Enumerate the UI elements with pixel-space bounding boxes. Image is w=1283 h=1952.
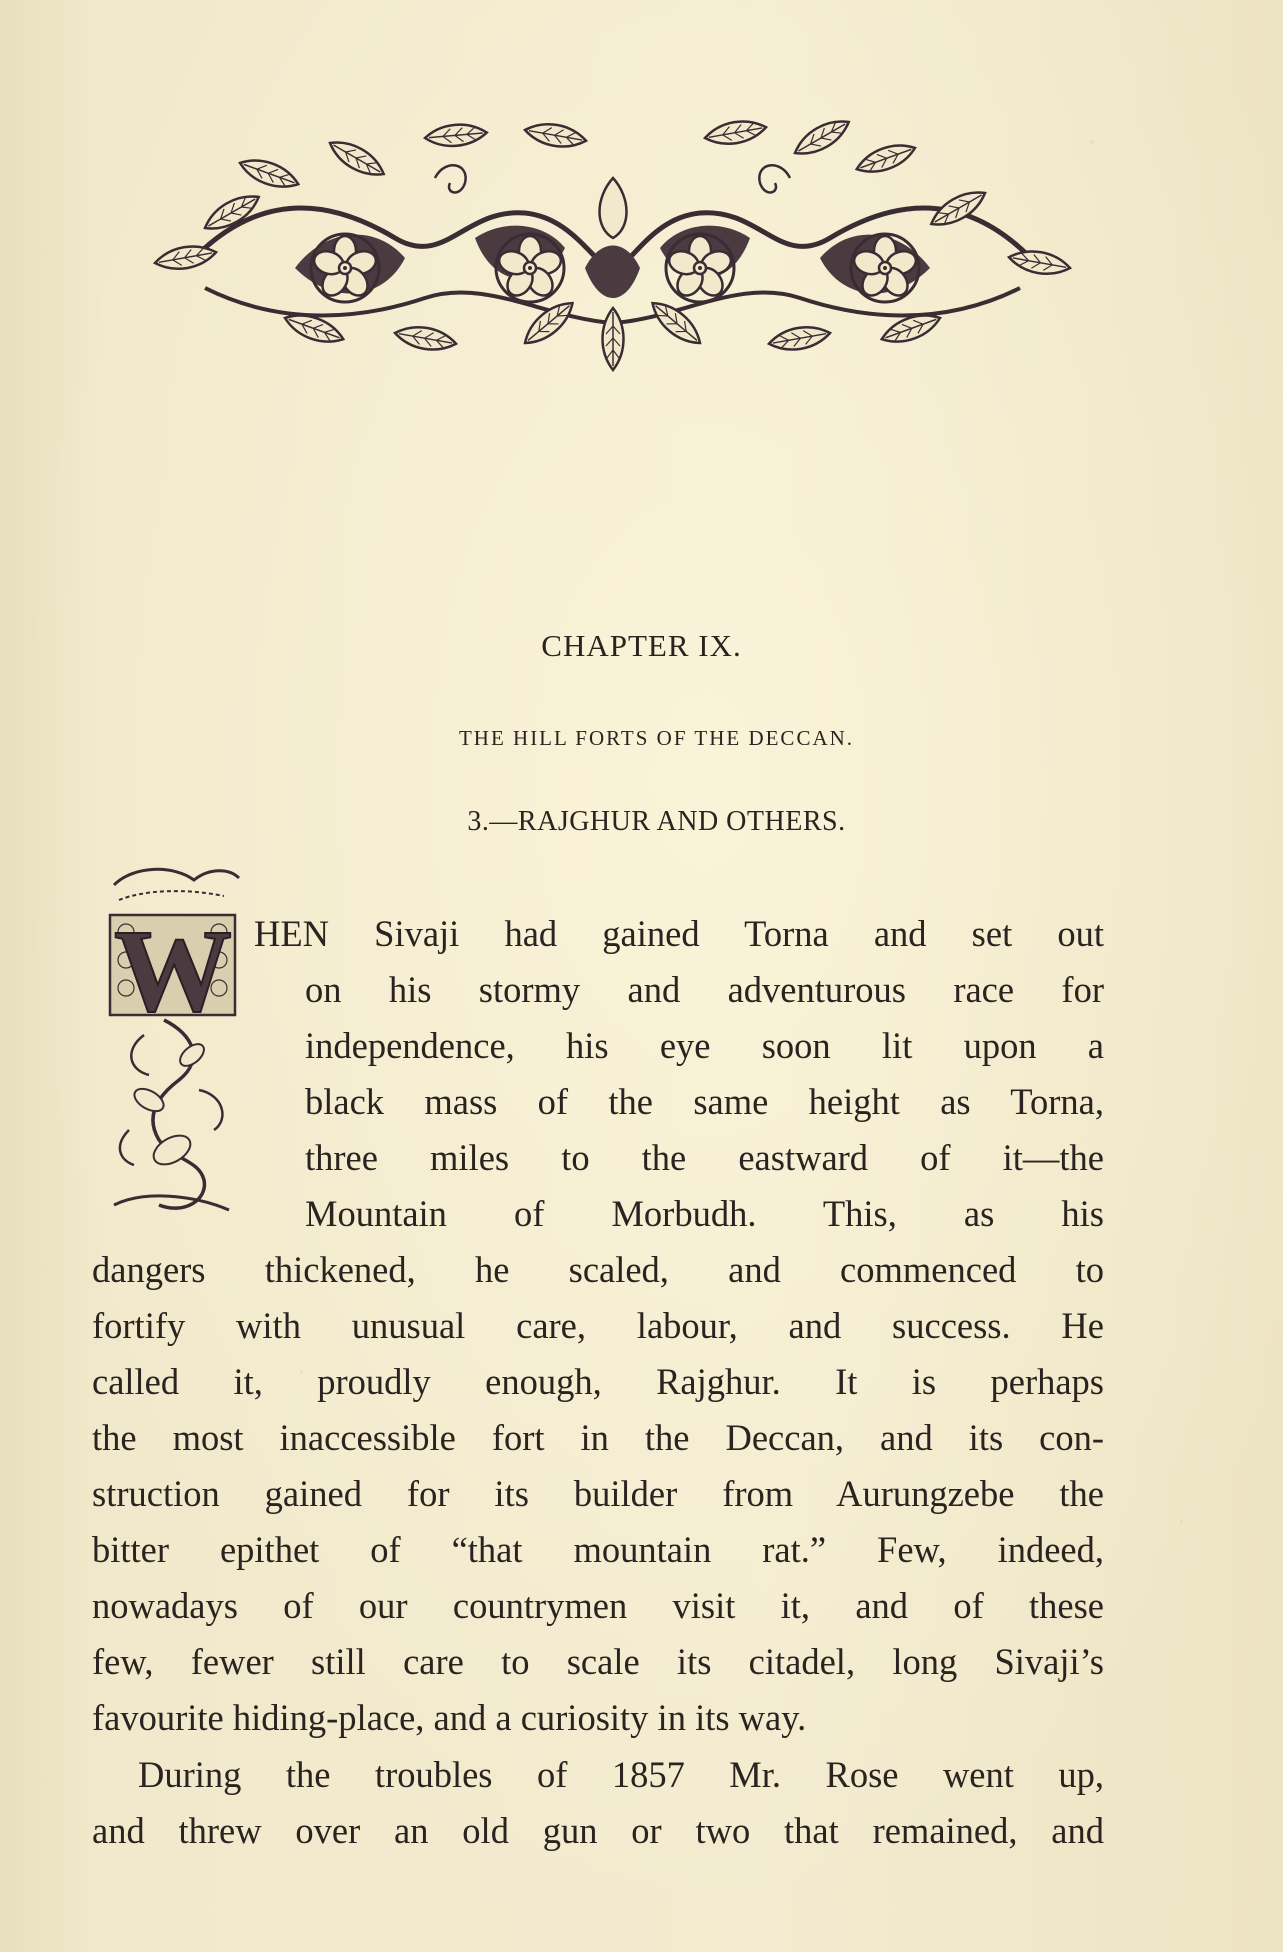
section-title: THE HILL FORTS OF THE DECCAN. (458, 726, 855, 750)
text-line-1: HEN Sivaji had gained Torna and set out (254, 913, 1104, 954)
text-line-13: nowadays of our countrymen visit it, and of these (92, 1585, 1104, 1626)
floral-headpiece-ornament (145, 118, 1080, 378)
subsection-title: 3.—RAJGHUR AND OTHERS. (467, 806, 846, 837)
drop-cap-letter: W (114, 905, 232, 1036)
paper-speck (300, 1370, 303, 1373)
text-line-7: dangers thickened, he scaled, and commenced to (92, 1249, 1104, 1290)
text-line-11: struction gained for its builder from Aurungzebe the (92, 1473, 1104, 1514)
text-line-14: few, fewer still care to scale its citadel, long Sivaji’s (92, 1641, 1104, 1682)
text-line-5: three miles to the eastward of it—the (305, 1137, 1104, 1178)
text-line-2: on his stormy and adventurous race for (305, 969, 1104, 1010)
text-line-3: independence, his eye soon lit upon a (305, 1025, 1104, 1066)
text-line-4: black mass of the same height as Torna, (305, 1081, 1104, 1122)
paper-speck (1090, 140, 1094, 144)
drop-cap-initial (104, 860, 254, 1230)
chapter-title: CHAPTER IX. (541, 628, 742, 663)
paper-speck (1180, 1520, 1183, 1523)
text-line-8: fortify with unusual care, labour, and success. He (92, 1305, 1104, 1346)
text-line-9: called it, proudly enough, Rajghur. It is perhaps (92, 1361, 1104, 1402)
text-line-16: During the troubles of 1857 Mr. Rose went up, (138, 1754, 1104, 1795)
text-line-12: bitter epithet of “that mountain rat.” Few, indeed, (92, 1529, 1104, 1570)
text-line-15: favourite hiding-place, and a curiosity in its way. (92, 1697, 807, 1738)
text-line-17: and threw over an old gun or two that remained, and (92, 1810, 1104, 1851)
text-line-6: Mountain of Morbudh. This, as his (305, 1193, 1104, 1234)
text-line-10: the most inaccessible fort in the Deccan, and its con- (92, 1417, 1104, 1458)
